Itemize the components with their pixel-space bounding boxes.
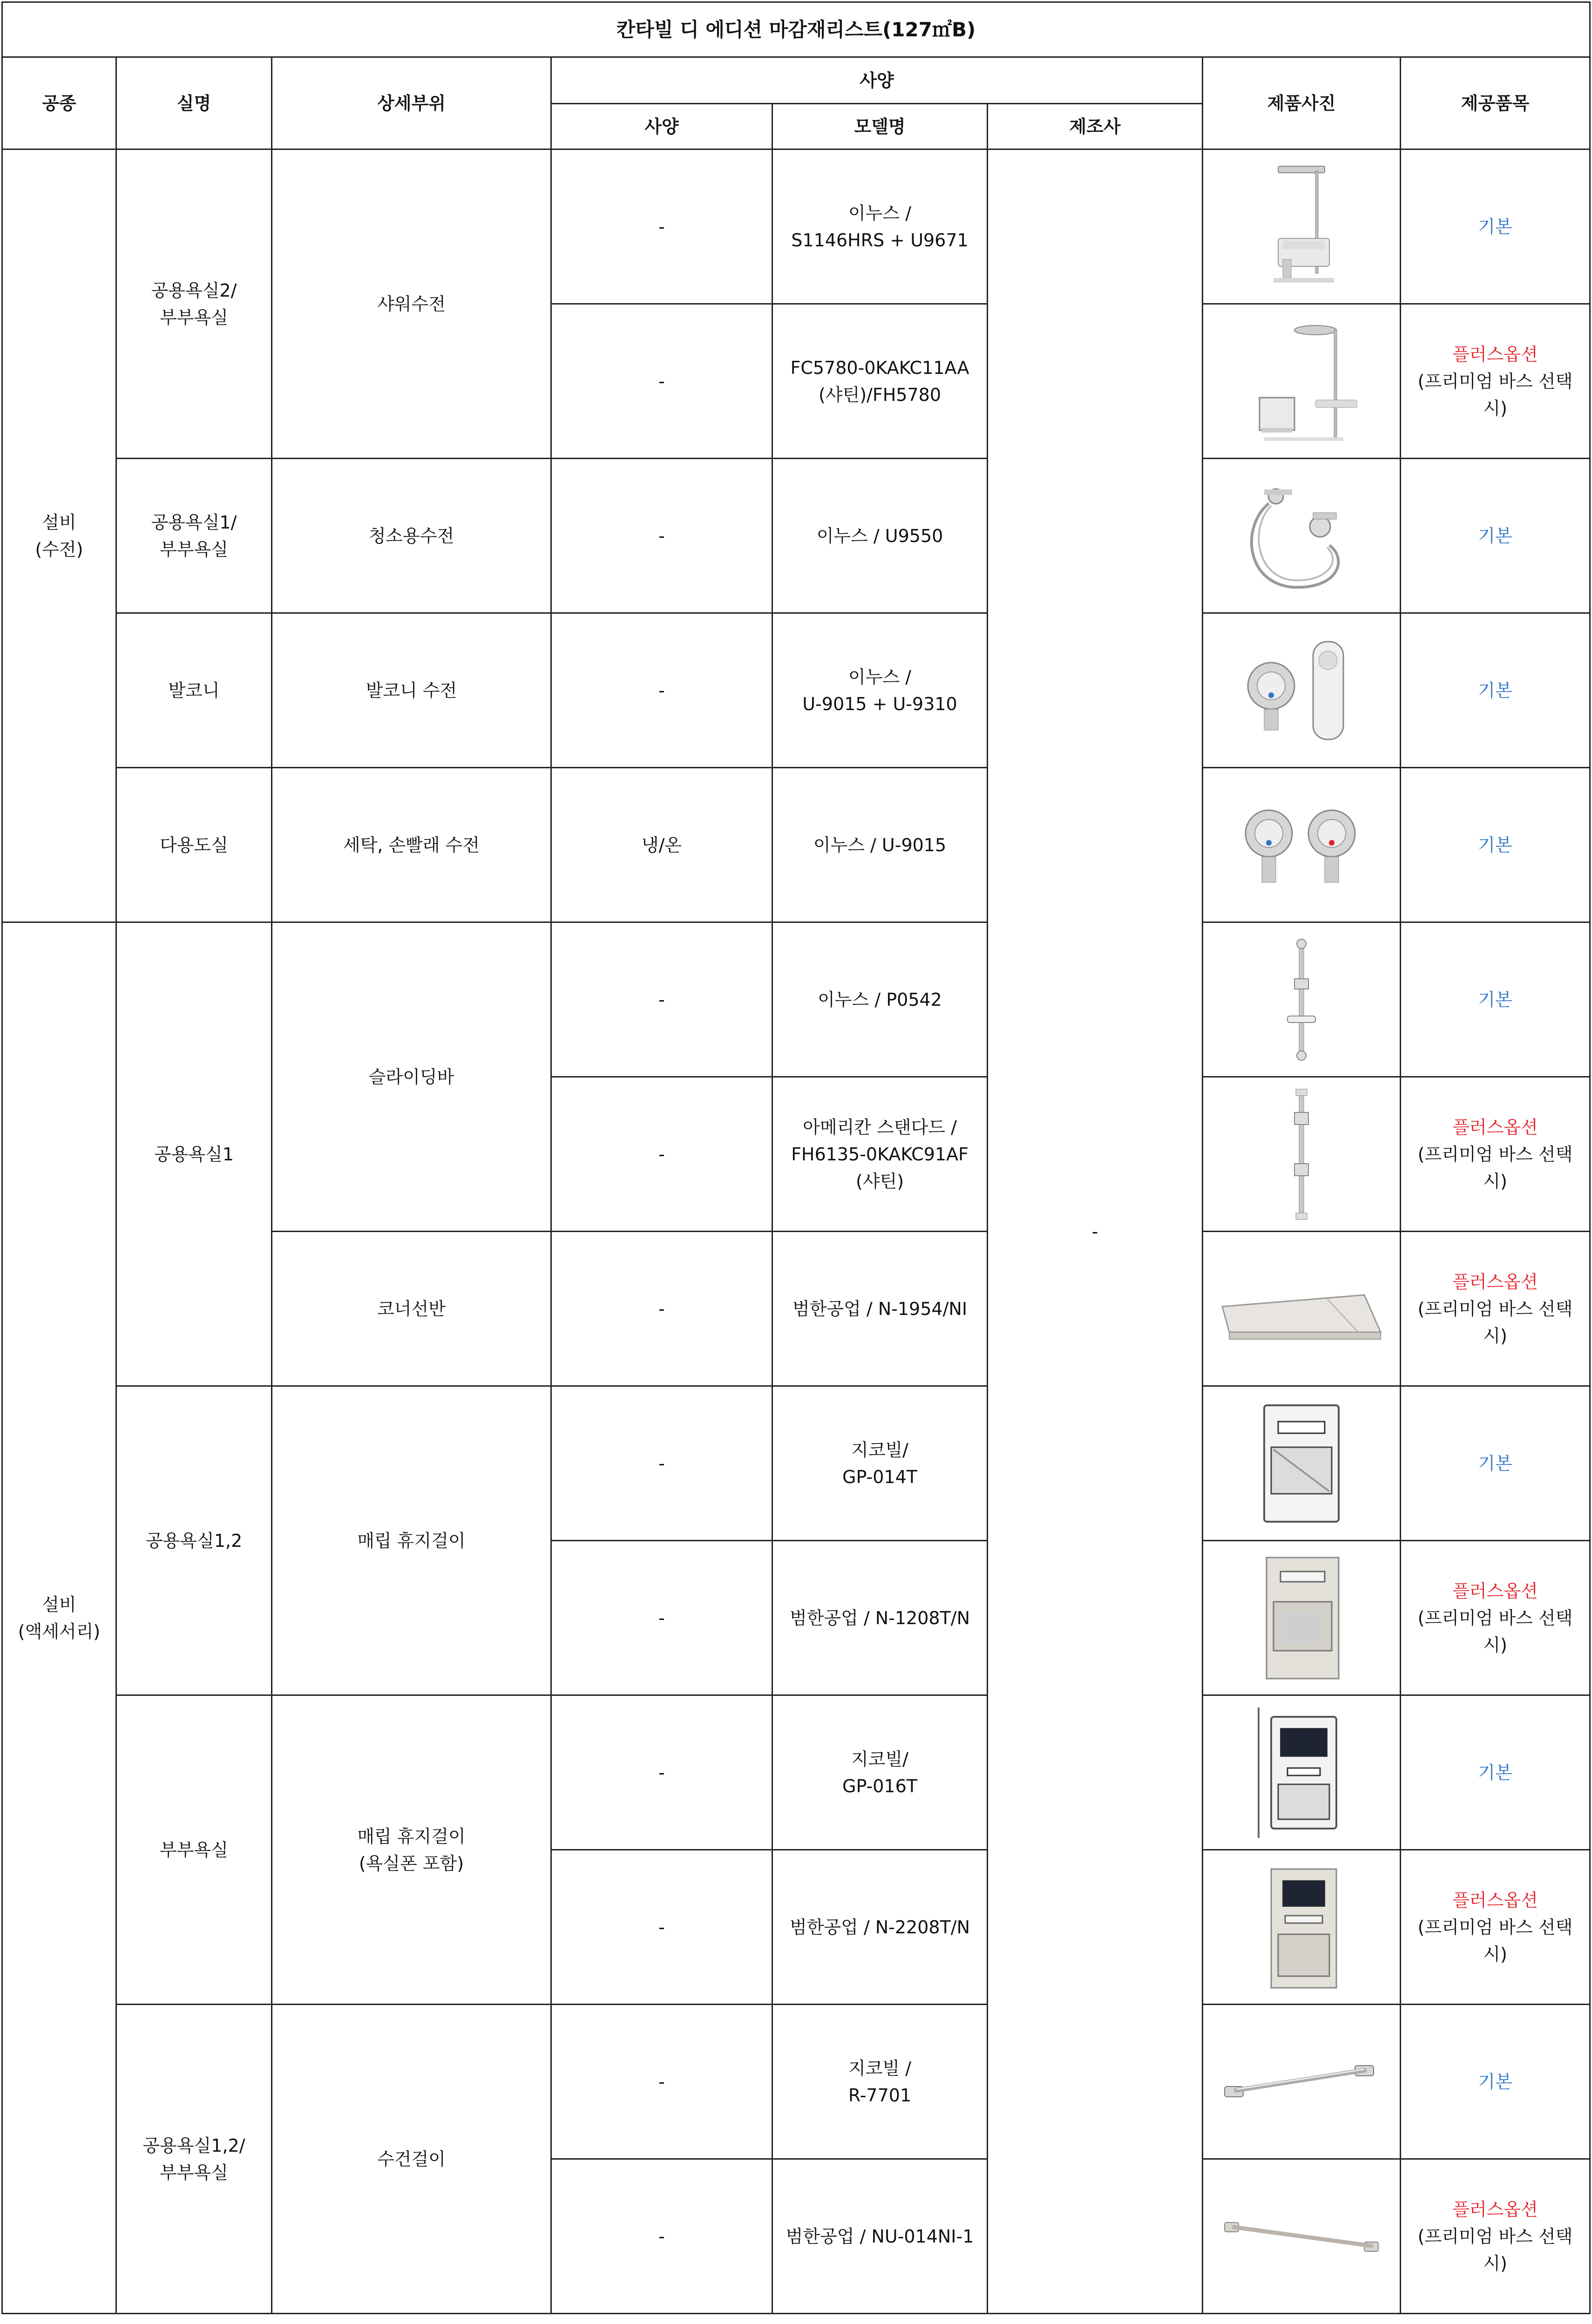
spec-cell: - (551, 1386, 772, 1541)
supply-plus-label: 플러스옵션 (1452, 1117, 1538, 1138)
model-cell: 범한공업 / NU-014NI-1 (772, 2159, 988, 2314)
product-photo (1203, 2159, 1401, 2314)
model-cell: 이누스 / P0542 (772, 922, 988, 1077)
paper-holder-satin-icon (1255, 1551, 1348, 1686)
spec-cell: - (551, 304, 772, 459)
spec-cell: - (551, 2159, 772, 2314)
model-cell: FC5780-0KAKC11AA (샤틴)/FH5780 (772, 304, 988, 459)
detail-cell: 슬라이딩바 (272, 922, 551, 1232)
supply-cell (1401, 304, 1590, 459)
supply-plus-note: (프리미엄 바스 선택 시) (1417, 1298, 1573, 1346)
product-photo (1203, 1695, 1401, 1850)
room-cell: 공용욕실1 (116, 922, 272, 1386)
supply-basic-label: 기본 (1478, 2071, 1512, 2092)
spec-cell: - (551, 2005, 772, 2159)
supply-plus-label: 플러스옵션 (1452, 344, 1538, 365)
supply-plus-note: (프리미엄 바스 선택 시) (1417, 1144, 1573, 1192)
valve-handshower-icon (1232, 630, 1371, 751)
maker-cell: - (988, 149, 1203, 2314)
spec-cell: - (551, 1695, 772, 1850)
spec-cell: - (551, 1541, 772, 1695)
trade-cell: 설비 (수전) (2, 149, 116, 922)
paper-holder-phone-chrome-icon (1255, 1703, 1348, 1843)
towel-bar-satin-icon (1215, 2199, 1388, 2274)
trade-cell: 설비 (액세서리) (2, 922, 116, 2314)
model-cell: 이누스 / S1146HRS + U9671 (772, 149, 988, 304)
supply-cell (1401, 613, 1590, 768)
supply-plus-label: 플러스옵션 (1452, 1580, 1538, 1601)
supply-cell (1401, 2159, 1590, 2314)
detail-cell: 수건걸이 (272, 2005, 551, 2314)
hot-cold-valves-icon (1232, 785, 1371, 906)
detail-cell: 발코니 수전 (272, 613, 551, 768)
supply-cell (1401, 1232, 1590, 1386)
header-spec: 사양 (551, 104, 772, 149)
supply-basic-label: 기본 (1478, 989, 1512, 1010)
table-row (2, 922, 1590, 1077)
supply-basic-label: 기본 (1478, 1762, 1512, 1783)
table-row (2, 1695, 1590, 1850)
header-maker: 제조사 (988, 104, 1203, 149)
model-cell: 지코빌/ GP-016T (772, 1695, 988, 1850)
header-model: 모델명 (772, 104, 988, 149)
header-detail: 상세부위 (272, 57, 551, 149)
product-photo (1203, 1386, 1401, 1541)
spec-cell: - (551, 613, 772, 768)
supply-plus-label: 플러스옵션 (1452, 2199, 1538, 2220)
model-cell: 이누스 / U-9015 + U-9310 (772, 613, 988, 768)
table-row (2, 613, 1590, 768)
paper-holder-chrome-icon (1255, 1398, 1348, 1529)
header-spec-group: 사양 (551, 57, 1203, 104)
table-row (2, 768, 1590, 922)
cleaning-faucet-hose-icon (1236, 475, 1367, 596)
product-photo (1203, 1232, 1401, 1386)
model-cell: 지코빌 / R-7701 (772, 2005, 988, 2159)
sliding-bar-icon (1274, 935, 1329, 1065)
table-row (2, 459, 1590, 613)
product-photo (1203, 1850, 1401, 2005)
paper-holder-phone-satin-icon (1255, 1860, 1348, 1995)
page-title: 칸타빌 디 에디션 마감재리스트(127㎡B) (2, 2, 1590, 57)
product-photo (1203, 922, 1401, 1077)
table-row (2, 1386, 1590, 1541)
supply-basic-label: 기본 (1478, 525, 1512, 546)
detail-cell: 코너선반 (272, 1232, 551, 1386)
supply-cell (1401, 1077, 1590, 1232)
supply-basic-label: 기본 (1478, 1453, 1512, 1474)
detail-cell: 청소용수전 (272, 459, 551, 613)
spec-cell: - (551, 1077, 772, 1232)
supply-plus-note: (프리미엄 바스 선택 시) (1417, 1607, 1573, 1655)
supply-plus-note: (프리미엄 바스 선택 시) (1417, 1917, 1573, 1965)
model-cell: 범한공업 / N-1208T/N (772, 1541, 988, 1695)
model-cell: 아메리칸 스탠다드 / FH6135-0KAKC91AF (샤틴) (772, 1077, 988, 1232)
spec-cell: - (551, 459, 772, 613)
room-cell: 공용욕실2/ 부부욕실 (116, 149, 272, 459)
spec-cell: - (551, 922, 772, 1077)
supply-basic-label: 기본 (1478, 680, 1512, 701)
table-row (2, 149, 1590, 304)
product-photo (1203, 304, 1401, 459)
product-photo (1203, 459, 1401, 613)
header-room: 실명 (116, 57, 272, 149)
supply-cell (1401, 459, 1590, 613)
model-cell: 이누스 / U9550 (772, 459, 988, 613)
room-cell: 발코니 (116, 613, 272, 768)
room-cell: 다용도실 (116, 768, 272, 922)
supply-plus-label: 플러스옵션 (1452, 1890, 1538, 1911)
corner-shelf-icon (1215, 1262, 1388, 1355)
supply-cell (1401, 768, 1590, 922)
product-photo (1203, 1077, 1401, 1232)
sliding-bar-long-icon (1274, 1084, 1329, 1224)
detail-cell: 매립 휴지걸이 (272, 1386, 551, 1695)
supply-cell (1401, 149, 1590, 304)
header-supply: 제공품목 (1401, 57, 1590, 149)
table-row (2, 2005, 1590, 2159)
spec-cell: - (551, 1232, 772, 1386)
supply-cell (1401, 1386, 1590, 1541)
supply-cell (1401, 1850, 1590, 2005)
towel-bar-chrome-icon (1215, 2045, 1388, 2119)
supply-basic-label: 기본 (1478, 216, 1512, 237)
spec-cell: - (551, 149, 772, 304)
supply-cell (1401, 1695, 1590, 1850)
supply-basic-label: 기본 (1478, 834, 1512, 855)
product-photo (1203, 2005, 1401, 2159)
spec-cell: 냉/온 (551, 768, 772, 922)
room-cell: 공용욕실1,2/ 부부욕실 (116, 2005, 272, 2314)
model-cell: 지코빌/ GP-014T (772, 1386, 988, 1541)
supply-cell (1401, 1541, 1590, 1695)
supply-cell (1401, 2005, 1590, 2159)
supply-plus-note: (프리미엄 바스 선택 시) (1417, 2226, 1573, 2274)
model-cell: 범한공업 / N-2208T/N (772, 1850, 988, 2005)
model-cell: 이누스 / U-9015 (772, 768, 988, 922)
product-photo (1203, 768, 1401, 922)
room-cell: 공용욕실1/ 부부욕실 (116, 459, 272, 613)
room-cell: 부부욕실 (116, 1695, 272, 2005)
detail-cell: 샤워수전 (272, 149, 551, 459)
model-cell: 범한공업 / N-1954/NI (772, 1232, 988, 1386)
detail-cell: 세탁, 손빨래 수전 (272, 768, 551, 922)
supply-cell (1401, 922, 1590, 1077)
product-photo (1203, 149, 1401, 304)
shower-column-icon (1264, 157, 1339, 297)
header-photo: 제품사진 (1203, 57, 1401, 149)
product-photo (1203, 1541, 1401, 1695)
room-cell: 공용욕실1,2 (116, 1386, 272, 1695)
finish-material-table (1, 1, 1591, 2314)
product-photo (1203, 613, 1401, 768)
spec-cell: - (551, 1850, 772, 2005)
supply-plus-label: 플러스옵션 (1452, 1271, 1538, 1292)
supply-plus-note: (프리미엄 바스 선택 시) (1417, 371, 1573, 419)
shower-column-shelf-icon (1246, 312, 1357, 451)
detail-cell: 매립 휴지걸이 (욕실폰 포함) (272, 1695, 551, 2005)
header-trade: 공종 (2, 57, 116, 149)
